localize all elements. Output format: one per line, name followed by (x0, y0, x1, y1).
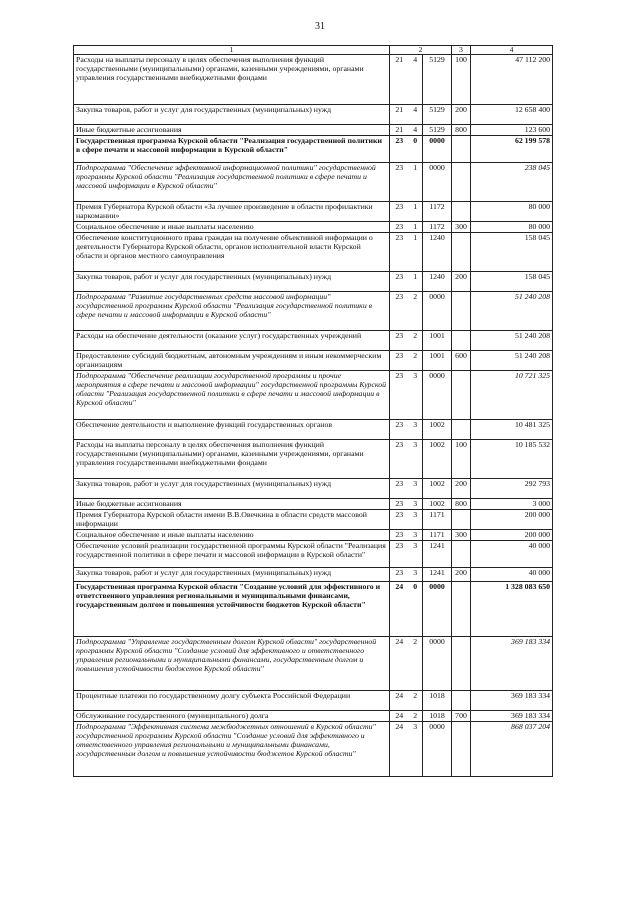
row-expense-code: 1241 (423, 541, 452, 568)
row-expense-type (452, 163, 471, 202)
row-expense-type: 800 (452, 125, 471, 136)
row-amount: 47 112 200 (471, 55, 553, 105)
row-expense-type (452, 420, 471, 440)
table-row (74, 105, 553, 125)
row-program-code: 23 (390, 371, 409, 420)
row-expense-code: 1172 (423, 202, 452, 222)
header-col-1: 1 (74, 46, 390, 55)
row-name: Иные бюджетные ассигнования (74, 499, 390, 510)
row-program-code: 23 (390, 222, 409, 233)
row-expense-type: 200 (452, 105, 471, 125)
row-expense-type: 700 (452, 711, 471, 722)
row-expense-type (452, 582, 471, 637)
row-amount: 12 658 400 (471, 105, 553, 125)
row-amount: 10 185 532 (471, 440, 553, 479)
row-expense-type: 300 (452, 222, 471, 233)
row-amount: 292 793 (471, 479, 553, 499)
row-expense-code: 0000 (423, 637, 452, 691)
row-expense-code: 0000 (423, 136, 452, 163)
row-expense-code: 1241 (423, 568, 452, 582)
row-expense-code: 1240 (423, 272, 452, 292)
row-name: Закупка товаров, работ и услуг для государственных (муниципальных) нужд (74, 568, 390, 582)
row-program-code: 24 (390, 637, 409, 691)
row-amount: 3 000 (471, 499, 553, 510)
row-expense-type: 300 (452, 530, 471, 541)
row-expense-code: 1172 (423, 222, 452, 233)
row-expense-type: 200 (452, 568, 471, 582)
row-amount: 200 000 (471, 530, 553, 541)
row-expense-type: 800 (452, 499, 471, 510)
row-program-code: 24 (390, 711, 409, 722)
row-program-code: 21 (390, 125, 409, 136)
row-program-code: 23 (390, 530, 409, 541)
row-expense-code: 0000 (423, 722, 452, 777)
table-row (74, 371, 553, 420)
row-expense-type (452, 637, 471, 691)
row-expense-code: 1001 (423, 351, 452, 371)
row-subprogram-code: 4 (409, 55, 423, 105)
table-header-row (74, 46, 553, 55)
row-amount: 80 000 (471, 222, 553, 233)
table-row (74, 541, 553, 568)
row-subprogram-code: 3 (409, 530, 423, 541)
row-amount: 369 183 334 (471, 711, 553, 722)
row-subprogram-code: 1 (409, 163, 423, 202)
table-row (74, 55, 553, 105)
table-row (74, 637, 553, 691)
row-amount: 158 045 (471, 272, 553, 292)
row-amount: 1 328 083 650 (471, 582, 553, 637)
row-amount: 51 240 208 (471, 292, 553, 331)
row-expense-type (452, 541, 471, 568)
table-row (74, 722, 553, 777)
row-subprogram-code: 3 (409, 440, 423, 479)
row-program-code: 23 (390, 233, 409, 272)
row-amount: 868 037 204 (471, 722, 553, 777)
row-subprogram-code: 2 (409, 691, 423, 711)
row-subprogram-code: 2 (409, 331, 423, 351)
row-name: Процентные платежи по государственному долгу субъекта Российской Федерации (74, 691, 390, 711)
table-row (74, 272, 553, 292)
table-row (74, 351, 553, 371)
table-row (74, 691, 553, 711)
table-row (74, 125, 553, 136)
table-row (74, 711, 553, 722)
table-row (74, 568, 553, 582)
row-subprogram-code: 3 (409, 479, 423, 499)
row-program-code: 24 (390, 691, 409, 711)
row-name: Обеспечение условий реализации государственной программы Курской области "Реализация государственной политики в сфере печати и массовой информации в Курской области" (74, 541, 390, 568)
row-subprogram-code: 3 (409, 568, 423, 582)
row-expense-type (452, 371, 471, 420)
row-subprogram-code: 4 (409, 125, 423, 136)
row-program-code: 23 (390, 499, 409, 510)
table-row (74, 233, 553, 272)
header-col-4: 4 (471, 46, 553, 55)
row-expense-type: 600 (452, 351, 471, 371)
row-name: Государственная программа Курской области "Создание условий для эффективного и ответственного управления региональными и муниципальными финансами, государственным долгом и повышения устойчивости бюджетов Курской области" (74, 582, 390, 637)
row-program-code: 23 (390, 163, 409, 202)
row-expense-code: 5129 (423, 125, 452, 136)
row-program-code: 23 (390, 420, 409, 440)
row-program-code: 24 (390, 582, 409, 637)
row-amount: 10 721 325 (471, 371, 553, 420)
row-amount: 62 199 578 (471, 136, 553, 163)
row-expense-type (452, 233, 471, 272)
table-row (74, 499, 553, 510)
row-expense-code: 1171 (423, 530, 452, 541)
table-row (74, 292, 553, 331)
row-subprogram-code: 1 (409, 233, 423, 272)
row-expense-type: 200 (452, 272, 471, 292)
row-subprogram-code: 1 (409, 222, 423, 233)
row-expense-code: 5129 (423, 55, 452, 105)
row-expense-type (452, 136, 471, 163)
table-row (74, 510, 553, 530)
row-expense-code: 1171 (423, 510, 452, 530)
row-expense-code: 1018 (423, 691, 452, 711)
row-name: Закупка товаров, работ и услуг для государственных (муниципальных) нужд (74, 479, 390, 499)
row-expense-code: 1002 (423, 420, 452, 440)
row-expense-type (452, 331, 471, 351)
table-row (74, 222, 553, 233)
row-name: Предоставление субсидий бюджетным, автономным учреждениям и иным некоммерческим организациям (74, 351, 390, 371)
row-name: Расходы на выплаты персоналу в целях обеспечения выполнения функций государственными (муниципальными) органами, казенными учреждениями, органами управления государственными внебюджетными фондами (74, 55, 390, 105)
row-program-code: 23 (390, 541, 409, 568)
row-expense-type: 200 (452, 479, 471, 499)
row-amount: 123 600 (471, 125, 553, 136)
row-expense-code: 1002 (423, 479, 452, 499)
row-subprogram-code: 4 (409, 105, 423, 125)
row-amount: 10 481 325 (471, 420, 553, 440)
page-number: 31 (315, 21, 325, 32)
row-program-code: 23 (390, 202, 409, 222)
row-subprogram-code: 2 (409, 292, 423, 331)
row-amount: 369 183 334 (471, 637, 553, 691)
row-program-code: 23 (390, 292, 409, 331)
row-name: Иные бюджетные ассигнования (74, 125, 390, 136)
budget-table (73, 45, 553, 777)
row-expense-code: 0000 (423, 371, 452, 420)
row-expense-code: 0000 (423, 163, 452, 202)
row-amount: 80 000 (471, 202, 553, 222)
table-row (74, 163, 553, 202)
row-amount: 40 000 (471, 541, 553, 568)
row-program-code: 23 (390, 440, 409, 479)
row-expense-code: 0000 (423, 292, 452, 331)
row-amount: 238 045 (471, 163, 553, 202)
row-program-code: 23 (390, 510, 409, 530)
row-expense-code: 0000 (423, 582, 452, 637)
row-name: Обслуживание государственного (муниципального) долга (74, 711, 390, 722)
row-subprogram-code: 2 (409, 637, 423, 691)
row-expense-code: 1018 (423, 711, 452, 722)
row-name: Подпрограмма "Управление государственным долгом Курской области" государственной программы Курской области "Создание условий для эффективного и ответственного управления региональными и муниципальными финансами, государственным долгом и повышения устойчивости бюджетов Курской области" (74, 637, 390, 691)
row-program-code: 21 (390, 105, 409, 125)
row-amount: 200 000 (471, 510, 553, 530)
row-name: Расходы на выплаты персоналу в целях обеспечения выполнения функций государственными (муниципальными) органами, казенными учреждениями, органами управления государственными внебюджетными фондами (74, 440, 390, 479)
table-row (74, 202, 553, 222)
row-subprogram-code: 3 (409, 371, 423, 420)
table-row (74, 582, 553, 637)
table-row (74, 440, 553, 479)
table-row (74, 420, 553, 440)
header-col-2: 2 (390, 46, 452, 55)
row-name: Социальное обеспечение и иные выплаты населению (74, 530, 390, 541)
row-expense-type (452, 202, 471, 222)
row-amount: 369 183 334 (471, 691, 553, 711)
row-subprogram-code: 2 (409, 711, 423, 722)
row-program-code: 23 (390, 136, 409, 163)
row-name: Премия Губернатора Курской области имени В.В.Овечкина в области средств массовой информации (74, 510, 390, 530)
row-program-code: 23 (390, 568, 409, 582)
table-row (74, 479, 553, 499)
row-name: Обеспечение деятельности и выполнение функций государственных органов (74, 420, 390, 440)
row-name: Расходы на обеспечение деятельности (оказание услуг) государственных учреждений (74, 331, 390, 351)
row-amount: 51 240 208 (471, 351, 553, 371)
header-col-3: 3 (452, 46, 471, 55)
row-name: Подпрограмма "Развитие государственных средств массовой информации" государственной программы Курской области "Реализация государственной политики в сфере печати и массовой информации в Курской области" (74, 292, 390, 331)
row-subprogram-code: 1 (409, 202, 423, 222)
row-name: Обеспечение конституционного права граждан на получение объективной информации о деятельности Губернатора Курской области, органов исполнительной власти Курской области и органов местного самоуправления (74, 233, 390, 272)
row-name: Подпрограмма "Эффективная система межбюджетных отношений в Курской области" государственной программы Курской области "Создание условий для эффективного и ответственного управления региональными и муниципальными финансами, государственным долгом и повышения устойчивости бюджетов Курской области" (74, 722, 390, 777)
row-subprogram-code: 1 (409, 272, 423, 292)
row-expense-type (452, 510, 471, 530)
row-expense-type: 100 (452, 55, 471, 105)
row-program-code: 23 (390, 479, 409, 499)
row-expense-type (452, 691, 471, 711)
row-expense-type: 100 (452, 440, 471, 479)
row-subprogram-code: 2 (409, 351, 423, 371)
table-row (74, 530, 553, 541)
row-name: Премия Губернатора Курской области «За лучшее произведение в области профилактики наркомании» (74, 202, 390, 222)
row-program-code: 23 (390, 272, 409, 292)
row-amount: 40 000 (471, 568, 553, 582)
row-program-code: 23 (390, 351, 409, 371)
row-expense-code: 1002 (423, 440, 452, 479)
row-expense-code: 1001 (423, 331, 452, 351)
row-program-code: 21 (390, 55, 409, 105)
row-expense-type (452, 722, 471, 777)
row-subprogram-code: 0 (409, 582, 423, 637)
row-subprogram-code: 3 (409, 722, 423, 777)
row-subprogram-code: 3 (409, 420, 423, 440)
row-name: Подпрограмма "Обеспечение реализации государственной программы и прочие мероприятия в сфере печати и массовой информации" государственной программы Курской области "Реализация государственной политики в сфере печати и массовой информации в Курской области" (74, 371, 390, 420)
row-amount: 158 045 (471, 233, 553, 272)
table-row (74, 331, 553, 351)
row-name: Закупка товаров, работ и услуг для государственных (муниципальных) нужд (74, 105, 390, 125)
row-subprogram-code: 3 (409, 499, 423, 510)
row-name: Закупка товаров, работ и услуг для государственных (муниципальных) нужд (74, 272, 390, 292)
row-subprogram-code: 3 (409, 541, 423, 568)
row-expense-type (452, 292, 471, 331)
row-expense-code: 5129 (423, 105, 452, 125)
table-row (74, 136, 553, 163)
row-expense-code: 1002 (423, 499, 452, 510)
row-name: Социальное обеспечение и иные выплаты населению (74, 222, 390, 233)
row-name: Подпрограмма "Обеспечение эффективной информационной политики" государственной программы Курской области "Реализация государственной политики в сфере печати и массовой информации в Курской области" (74, 163, 390, 202)
row-subprogram-code: 0 (409, 136, 423, 163)
row-expense-code: 1240 (423, 233, 452, 272)
row-subprogram-code: 3 (409, 510, 423, 530)
row-name: Государственная программа Курской области "Реализация государственной политики в сфере печати и массовой информации в Курской области" (74, 136, 390, 163)
row-program-code: 23 (390, 331, 409, 351)
row-amount: 51 240 208 (471, 331, 553, 351)
row-program-code: 24 (390, 722, 409, 777)
